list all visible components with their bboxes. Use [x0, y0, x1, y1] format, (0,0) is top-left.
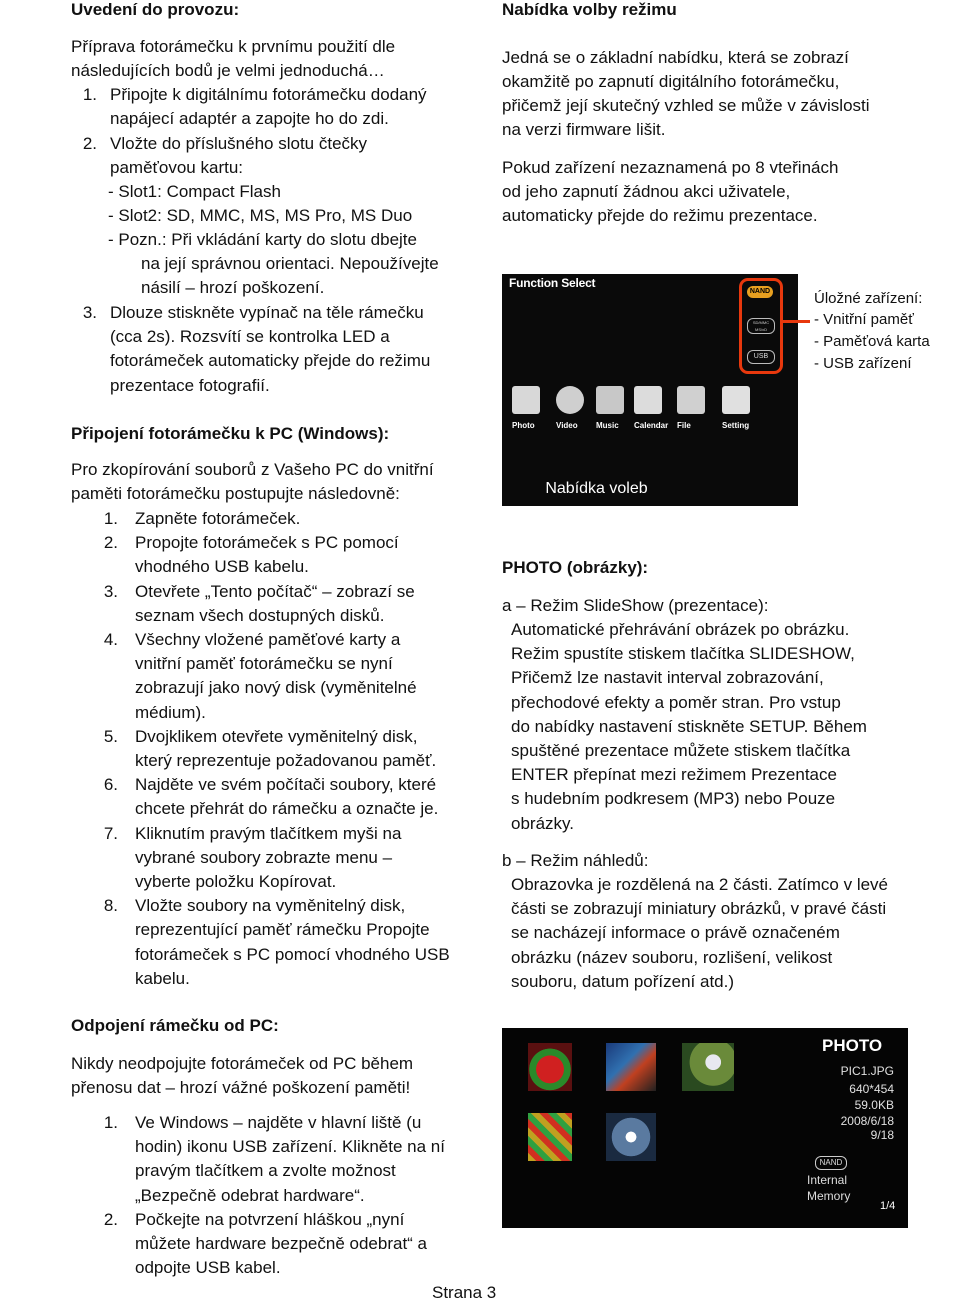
- list-line: médium).: [135, 702, 206, 722]
- connector-line: [780, 320, 810, 323]
- description-line: spuštěné prezentace můžete stiskem tlačítka: [511, 741, 851, 760]
- description-line: obrázky.: [511, 813, 574, 833]
- photo-preview-screenshot: [502, 1028, 908, 1228]
- thumbnail: [528, 1043, 572, 1091]
- list-number: 4.: [103, 630, 118, 649]
- list-line: kabelu.: [135, 968, 190, 988]
- thumbnail: [606, 1043, 656, 1091]
- list-line: zobrazují jako nový disk (vyměnitelné: [135, 678, 417, 698]
- mode-para-1-line-4: na verzi firmware lišit.: [502, 120, 666, 139]
- heading-connect: Připojení fotorámečku k PC (Windows):: [71, 424, 390, 443]
- thumbnail: [528, 1113, 572, 1161]
- storage-note-title: Úložné zařízení:: [814, 290, 923, 307]
- list-number: 2.: [103, 1209, 118, 1229]
- description-line: části se zobrazují miniatury obrázků, v pravé části: [511, 899, 887, 919]
- list-line: vnitřní paměť fotorámečku se nyní: [135, 654, 393, 674]
- list-line: Dvojklikem otevřete vyměnitelný disk,: [135, 726, 418, 746]
- photo-icon: [512, 386, 540, 414]
- mode-para-2-line-3: automaticky přejde do režimu prezentace.: [502, 206, 818, 225]
- list-line: který reprezentuje požadovanou paměť.: [135, 750, 437, 770]
- nand-icon: NAND: [747, 286, 773, 298]
- connect-text-1: Pro zkopírování souborů z Vašeho PC do vnitřní: [71, 460, 434, 479]
- description-line: do nabídky nastavení stiskněte SETUP. Během: [511, 716, 867, 736]
- list-number: 8.: [103, 896, 118, 916]
- description-line: Přičemž lze nastavit interval zobrazování,: [511, 668, 824, 688]
- list-line: vyberte položku Kopírovat.: [135, 871, 337, 891]
- mode-para-1-line-1: Jedná se o základní nabídku, která se zobrazí: [502, 48, 849, 67]
- file-icon: [677, 386, 705, 414]
- mode-para-1-line-3: přičemž její skutečný vzhled se může v závislosti: [502, 96, 870, 115]
- heading-disconnect: Odpojení rámečku od PC:: [71, 1016, 279, 1035]
- mode-label: Video: [556, 421, 578, 430]
- description-line: se nacházejí informace o právě označeném: [511, 923, 840, 943]
- list-line: Všechny vložené paměťové karty a: [135, 630, 401, 649]
- list-line: Propojte fotorámeček s PC pomocí: [135, 533, 399, 553]
- thumbnail: [606, 1113, 656, 1161]
- photo-info-line: 9/18: [870, 1128, 894, 1142]
- list-line: Zapněte fotorámeček.: [135, 509, 301, 528]
- list-line: reprezentující paměť rámečku Propojte: [135, 920, 430, 940]
- list-line: Otevřete „Tento počítač“ – zobrazí se: [135, 581, 415, 601]
- photo-title: PHOTO: [822, 1036, 883, 1055]
- list-line: „Bezpečně odebrat hardware“.: [135, 1185, 365, 1205]
- slot-note: - Pozn.: Při vkládání karty do slotu dbejte: [108, 230, 417, 249]
- function-select-caption: Nabídka voleb: [545, 480, 648, 497]
- disconnect-text-2: přenosu dat – hrozí vážné poškození paměti!: [71, 1078, 411, 1097]
- list-line: vybrané soubory zobrazte menu –: [135, 847, 393, 867]
- memory-card-icon: SD/MMC MS/xD: [747, 318, 775, 334]
- slot-1: - Slot1: Compact Flash: [108, 182, 281, 201]
- list-line: odpojte USB kabel.: [135, 1258, 281, 1278]
- photo-info-line: 59.0KB: [854, 1098, 894, 1112]
- list-line: hodin) ikonu USB zařízení. Klikněte na ní: [135, 1137, 445, 1157]
- list-line: pravým tlačítkem a zvolte možnost: [135, 1161, 396, 1181]
- list-number: 2.: [103, 533, 118, 553]
- nand-icon: NAND: [815, 1156, 847, 1170]
- photo-info-line: 2008/6/18: [840, 1114, 894, 1128]
- photo-info-line: PIC1.JPG: [840, 1064, 894, 1078]
- thumbnail: [682, 1043, 734, 1091]
- connect-text-2: paměti fotorámečku postupujte následovně:: [71, 484, 400, 503]
- list-number: 1.: [103, 1113, 118, 1132]
- list-line: seznam všech dostupných disků.: [135, 605, 385, 625]
- slideshow-title: a – Režim SlideShow (prezentace):: [502, 596, 769, 615]
- description-line: Obrazovka je rozdělená na 2 části. Zatímco v levé: [511, 875, 889, 894]
- intro-text-1: Příprava fotorámečku k prvnímu použití dle: [71, 37, 396, 56]
- mode-label: Music: [596, 421, 619, 430]
- heading-photo: PHOTO (obrázky):: [502, 558, 649, 577]
- function-select-screenshot: [502, 274, 798, 506]
- mode-label: File: [677, 421, 691, 430]
- page-number: Strana 3: [432, 1283, 497, 1302]
- mode-label: Photo: [512, 421, 535, 430]
- list-line: Počkejte na potvrzení hláškou „nyní: [135, 1209, 405, 1229]
- list-number: 5.: [103, 726, 118, 746]
- mode-label: Setting: [722, 421, 750, 430]
- list-line: vhodného USB kabelu.: [135, 557, 309, 577]
- description-line: ENTER přepínat mezi režimem Prezentace: [511, 765, 837, 785]
- mode-para-2-line-2: od jeho zapnutí žádnou akci uživatele,: [502, 182, 791, 201]
- video-icon: [556, 386, 584, 414]
- mode-label: Calendar: [634, 421, 669, 430]
- description-line: s hudebním podkresem (MP3) nebo Pouze: [511, 789, 836, 809]
- list-number: 3.: [103, 581, 118, 601]
- intro-text-2: následujících bodů je velmi jednoduchá…: [71, 61, 385, 80]
- preview-title: b – Režim náhledů:: [502, 851, 649, 870]
- heading-intro: Uvedení do provozu:: [71, 0, 240, 19]
- list-number: 1.: [103, 509, 118, 528]
- note-line-2: násilí – hrozí poškození.: [141, 278, 325, 297]
- music-icon: [596, 386, 624, 414]
- usb-icon: USB: [747, 350, 775, 364]
- list-line: Najděte ve svém počítači soubory, které: [135, 775, 437, 795]
- description-line: souboru, datum pořízení atd.): [511, 971, 735, 991]
- photo-info-line: 640*454: [849, 1082, 894, 1096]
- list-line: můžete hardware bezpečně odebrat“ a: [135, 1233, 428, 1253]
- list-number: 6.: [103, 775, 118, 795]
- list-line: chcete přehrát do rámečku a označte je.: [135, 799, 439, 819]
- description-line: Režim spustíte stiskem tlačítka SLIDESHOW,: [511, 644, 855, 664]
- description-line: obrázku (název souboru, rozlišení, velikost: [511, 947, 833, 967]
- note-line-1: na její správnou orientaci. Nepoužívejte: [141, 254, 439, 273]
- memory-label: Memory: [807, 1189, 851, 1203]
- storage-note-item: - Paměťová karta: [814, 333, 930, 350]
- list-number: 7.: [103, 823, 118, 843]
- disconnect-text-1: Nikdy neodpojujte fotorámeček od PC během: [71, 1054, 414, 1073]
- mode-para-1-line-2: okamžitě po zapnutí digitálního fotorámečku,: [502, 72, 840, 91]
- heading-mode: Nabídka volby režimu: [502, 0, 677, 19]
- list-line: Vložte soubory na vyměnitelný disk,: [135, 896, 406, 916]
- list-line: fotorámeček s PC pomocí vhodného USB: [135, 944, 450, 964]
- storage-note-item: - USB zařízení: [814, 355, 912, 372]
- calendar-icon: [634, 386, 662, 414]
- description-line: Automatické přehrávání obrázek po obrázku.: [511, 620, 850, 639]
- storage-note-item: - Vnitřní paměť: [814, 311, 914, 328]
- page-indicator: 1/4: [880, 1200, 896, 1212]
- internal-label: Internal: [807, 1173, 848, 1187]
- slot-2: - Slot2: SD, MMC, MS, MS Pro, MS Duo: [108, 206, 413, 225]
- mode-para-2-line-1: Pokud zařízení nezaznamená po 8 vteřinách: [502, 158, 839, 177]
- setting-icon: [722, 386, 750, 414]
- list-line: Kliknutím pravým tlačítkem myši na: [135, 823, 402, 843]
- list-line: Ve Windows – najděte v hlavní liště (u: [135, 1113, 422, 1132]
- description-line: přechodové efekty a poměr stran. Pro vstup: [511, 692, 841, 712]
- function-select-title: Function Select: [509, 276, 596, 290]
